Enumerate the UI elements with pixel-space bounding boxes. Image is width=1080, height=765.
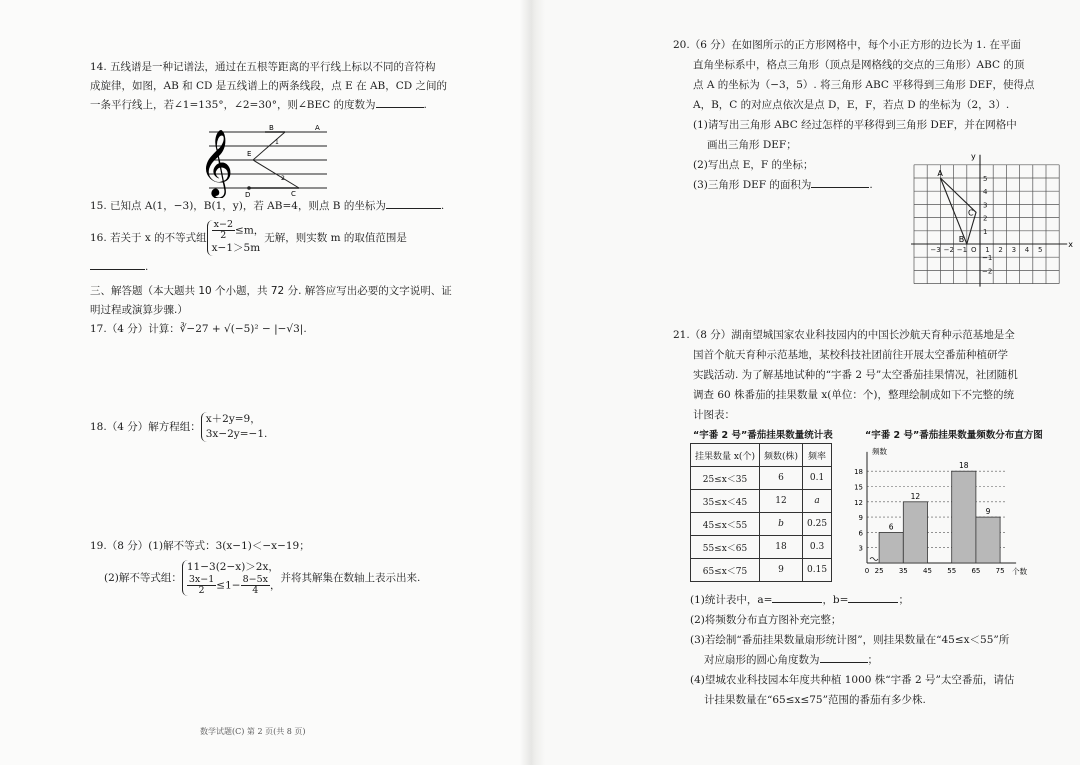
grid-y-tick: 5 bbox=[983, 175, 988, 183]
x-tick-label: 65 bbox=[971, 567, 981, 575]
x-axis-label: 个数 bbox=[1012, 567, 1028, 576]
question-17 bbox=[90, 320, 307, 339]
grid-x-tick: −2 bbox=[943, 246, 954, 254]
q16-post: 无解，则实数 m 的取值范围是 bbox=[264, 232, 407, 244]
q19-row-1: 11−3(2−x)＞2x， bbox=[186, 561, 279, 573]
chart-caption: “宇番 2 号”番茄挂果数量频数分布直方图 bbox=[865, 430, 1043, 441]
section-3-line-2: 明过程或演算步骤.） bbox=[90, 304, 188, 316]
histogram-bar bbox=[903, 502, 927, 563]
table-row bbox=[691, 536, 832, 559]
grid-x-tick: −3 bbox=[930, 246, 941, 254]
staff-figure bbox=[195, 120, 335, 198]
x-tick-label: 75 bbox=[995, 567, 1005, 575]
q21-sub-3-end: ； bbox=[867, 654, 878, 666]
table-cell: a bbox=[803, 490, 832, 513]
bar-value-label: 18 bbox=[959, 461, 969, 471]
table-cell: 45≤x＜55 bbox=[691, 513, 760, 536]
grid-x-tick: 4 bbox=[1024, 246, 1030, 254]
bar-value-label: 12 bbox=[910, 491, 921, 501]
x-tick-label: 0 bbox=[864, 567, 870, 575]
q19-part-1: 19.（8 分）(1)解不等式：3(x−1)＜−x−19； bbox=[90, 540, 310, 552]
table-row bbox=[691, 467, 832, 490]
left-page bbox=[0, 0, 520, 765]
label-C: C bbox=[291, 190, 296, 198]
q19-frac2-den: 4 bbox=[252, 585, 259, 596]
q18-system bbox=[201, 412, 268, 442]
q20-sub-1b: 画出三角形 DEF； bbox=[707, 139, 797, 151]
grid-x-tick: 2 bbox=[998, 246, 1003, 254]
q21-sub-1: (1)统计表中，a= bbox=[690, 594, 773, 606]
q20-sub-1a: (1)请写出三角形 ABC 经过怎样的平移得到三角形 DEF，并在网格中 bbox=[693, 119, 1017, 131]
table-cell: 9 bbox=[759, 559, 802, 582]
q19-part-2-post: 并将其解集在数轴上表示出来. bbox=[280, 572, 421, 584]
q21-sub-4a: (4)望城农业科技园本年度共种植 1000 株“宇番 2 号”太空番茄，请估 bbox=[690, 674, 1015, 686]
q19-system bbox=[182, 560, 281, 596]
y-tick-label: 3 bbox=[858, 544, 863, 553]
q14-line-1: 14. 五线谱是一种记谱法，通过在五根等距离的平行线上标以不同的音符构 bbox=[90, 61, 436, 73]
table-cell: b bbox=[759, 513, 802, 536]
question-15 bbox=[90, 197, 444, 216]
table-row bbox=[691, 559, 832, 582]
table-row bbox=[691, 490, 832, 513]
y-tick-label: 18 bbox=[854, 468, 863, 477]
table-cell: 35≤x＜45 bbox=[691, 490, 760, 513]
y-tick-label: 6 bbox=[858, 529, 863, 538]
q18-row-2: 3x−2y=−1. bbox=[205, 428, 268, 440]
q21-blank-b[interactable] bbox=[848, 591, 898, 603]
q21-blank-a[interactable] bbox=[772, 591, 822, 603]
table-cell: 0.15 bbox=[803, 559, 832, 582]
q20-sub-2: (2)写出点 E，F 的坐标； bbox=[693, 159, 814, 171]
y-tick-label: 9 bbox=[858, 514, 863, 523]
q15-text: 15. 已知点 A(1，−3)，B(1，y)，若 AB=4，则点 B 的坐标为 bbox=[90, 200, 386, 212]
table-cell: 0.1 bbox=[803, 467, 832, 490]
q21-line-1: 21.（8 分）湖南望城国家农业科技园内的中国长沙航天育种示范基地是全 bbox=[673, 329, 1015, 341]
histogram bbox=[845, 443, 1045, 583]
label-A: A bbox=[315, 124, 320, 132]
grid-y-tick: −1 bbox=[982, 254, 993, 263]
q21-sub-3a: (3)若绘制“番茄挂果数量扇形统计图”，则挂果数量在“45≤x＜55”所 bbox=[690, 634, 1010, 646]
grid-y-tick: 4 bbox=[983, 188, 988, 197]
q21-line-4: 调查 60 株番茄的挂果数量 x(单位：个)，整理绘制成如下不完整的统 bbox=[693, 389, 1014, 401]
question-21-subparts bbox=[690, 590, 1014, 710]
q21-sub-2: (2)将频数分布直方图补充完整； bbox=[690, 614, 842, 626]
x-tick-label: 55 bbox=[947, 567, 957, 575]
q21-sub-4b: 计挂果数量在“65≤x≤75”范围的番茄有多少株. bbox=[704, 694, 926, 706]
axis-break-icon bbox=[870, 558, 878, 561]
q19-frac2-num: 8−5x bbox=[242, 574, 268, 585]
q16-answer-blank[interactable] bbox=[90, 258, 145, 270]
grid-label-B: B bbox=[958, 235, 965, 244]
grid-label-C: C bbox=[968, 208, 974, 218]
q21-sub-1b: ，b= bbox=[822, 594, 849, 606]
question-16 bbox=[90, 220, 407, 277]
table-caption: “宇番 2 号”番茄挂果数量统计表 bbox=[693, 430, 833, 441]
q14-answer-blank[interactable] bbox=[376, 96, 424, 108]
label-angle-2: 2 bbox=[281, 175, 285, 182]
grid-y-tick: 2 bbox=[983, 214, 988, 223]
q20-line-2: 直角坐标系中，格点三角形（顶点是网格线的交点的三角形）ABC 的顶 bbox=[693, 59, 1025, 71]
table-cell: 18 bbox=[759, 536, 802, 559]
q20-line-4: A，B，C 的对应点依次是点 D，E，F，若点 D 的坐标为（2，3）. bbox=[693, 99, 1010, 111]
question-21 bbox=[673, 325, 1018, 425]
q15-end: . bbox=[440, 200, 445, 212]
grid-x-tick: O bbox=[971, 246, 977, 254]
table-cell: 55≤x＜65 bbox=[691, 536, 760, 559]
grid-label-x: x bbox=[1068, 240, 1073, 249]
table-header-2: 频率 bbox=[803, 444, 832, 467]
grid-x-tick: 1 bbox=[985, 246, 990, 254]
grid-x-tick: 3 bbox=[1011, 246, 1017, 254]
q16-row1-tail: ≤m， bbox=[235, 224, 265, 237]
q21-blank-angle[interactable] bbox=[820, 651, 868, 663]
q16-end: . bbox=[145, 261, 149, 273]
treble-clef-icon: 𝄞 bbox=[199, 128, 234, 196]
q21-sub-1-end: ； bbox=[898, 594, 909, 606]
table-header-row bbox=[691, 444, 832, 467]
section-3-line-1: 三、解答题（本大题共 10 个小题，共 72 分. 解答应写出必要的文字说明、证 bbox=[90, 285, 452, 297]
q20-sub-3: (3)三角形 DEF 的面积为 bbox=[693, 179, 812, 191]
q14-line-2: 成旋律，如图，AB 和 CD 是五线谱上的两条线段，点 E 在 AB，CD 之间的 bbox=[90, 80, 448, 92]
q18-row-1: x＋2y=9， bbox=[205, 413, 261, 425]
table-header-1: 频数(株) bbox=[759, 444, 802, 467]
q18-pre: 18.（4 分）解方程组： bbox=[90, 421, 201, 433]
q16-pre: 16. 若关于 x 的不等式组 bbox=[90, 232, 207, 244]
grid-x-tick: 5 bbox=[1038, 246, 1043, 254]
q19-row2-mid: ≤1− bbox=[216, 579, 241, 592]
q15-answer-blank[interactable] bbox=[386, 197, 441, 209]
label-angle-1: 1 bbox=[275, 139, 279, 146]
y-tick-label: 12 bbox=[854, 498, 863, 507]
table-cell: 12 bbox=[759, 490, 802, 513]
grid-label-y: y bbox=[971, 152, 976, 161]
table-row bbox=[691, 513, 832, 536]
label-B: B bbox=[269, 124, 274, 132]
table-cell: 25≤x＜35 bbox=[691, 467, 760, 490]
x-tick-label: 45 bbox=[923, 567, 932, 575]
book-spine bbox=[520, 0, 545, 765]
question-14: 14. 五线谱是一种记谱法，通过在五根等距离的平行线上标以不同的音符构 成旋律，如图，AB 和 CD 是五线谱上的两条线段，点 E 在 AB，CD 之间的 一条平行线上，若∠1=135°，∠2=30°，则∠BEC 的度数为 . bbox=[90, 58, 447, 115]
q19-part-2-pre: (2)解不等式组： bbox=[104, 572, 182, 584]
table-cell: 0.3 bbox=[803, 536, 832, 559]
bar-value-label: 9 bbox=[985, 507, 991, 517]
q20-line-1: 20.（6 分）在如图所示的正方形网格中，每个小正方形的边长为 1. 在平面 bbox=[673, 39, 1021, 51]
q16-row-2: x−1＞5m bbox=[211, 242, 261, 254]
grid-x-tick: −1 bbox=[956, 246, 968, 254]
bar-value-label: 6 bbox=[888, 522, 894, 532]
grid-label-A: A bbox=[937, 169, 943, 178]
q21-line-2: 国首个航天育种示范基地，某校科技社团前往开展太空番茄种植研学 bbox=[693, 349, 1008, 361]
q19-row2-end: ， bbox=[269, 579, 281, 592]
x-tick-label: 25 bbox=[874, 567, 884, 575]
coordinate-grid bbox=[900, 152, 1075, 300]
histogram-bar bbox=[976, 517, 1000, 563]
q14-line-3: 一条平行线上，若∠1=135°，∠2=30°，则∠BEC 的度数为 bbox=[90, 99, 376, 111]
question-19 bbox=[90, 537, 420, 596]
q16-frac-den: 2 bbox=[220, 230, 227, 241]
q21-sub-3b: 对应扇形的圆心角度数为 bbox=[704, 654, 820, 666]
grid-y-tick: 3 bbox=[983, 201, 988, 210]
histogram-bar bbox=[879, 532, 903, 563]
table-cell: 65≤x＜75 bbox=[691, 559, 760, 582]
q17-text: 17.（4 分）计算：∛−27 + √(−5)² − |−√3|. bbox=[90, 323, 307, 335]
table-cell: 6 bbox=[759, 467, 802, 490]
label-D: D bbox=[245, 191, 251, 198]
q21-line-5: 计图表： bbox=[693, 409, 735, 421]
right-page bbox=[545, 0, 1080, 765]
q20-line-3: 点 A 的坐标为（−3，5）. 将三角形 ABC 平移得到三角形 DEF，使得点 bbox=[693, 79, 1035, 91]
grid-y-tick: −2 bbox=[982, 267, 993, 276]
q16-system bbox=[207, 220, 265, 256]
q21-line-3: 实践活动. 为了解基地试种的“宇番 2 号”太空番茄挂果情况，社团随机 bbox=[693, 369, 1018, 381]
grid-y-tick: 1 bbox=[983, 227, 988, 236]
q16-frac-num: x−2 bbox=[213, 219, 234, 230]
table-header-0: 挂果数量 x(个) bbox=[691, 444, 760, 467]
section-3-heading bbox=[90, 282, 452, 320]
q20-answer-blank[interactable] bbox=[811, 176, 869, 188]
q19-frac1-num: 3x−1 bbox=[188, 574, 215, 585]
x-tick-label: 35 bbox=[898, 567, 908, 575]
q19-frac1-den: 2 bbox=[198, 585, 205, 596]
label-E: E bbox=[247, 150, 252, 158]
histogram-bar bbox=[952, 471, 976, 563]
frequency-table bbox=[690, 443, 832, 582]
y-tick-label: 15 bbox=[854, 483, 863, 492]
table-cell: 0.25 bbox=[803, 513, 832, 536]
y-axis-label: 频数 bbox=[872, 446, 887, 456]
question-18 bbox=[90, 412, 267, 442]
q20-sub-3-end: . bbox=[869, 179, 873, 191]
page-footer: 数学试题(C) 第 2 页(共 8 页) bbox=[200, 727, 306, 736]
